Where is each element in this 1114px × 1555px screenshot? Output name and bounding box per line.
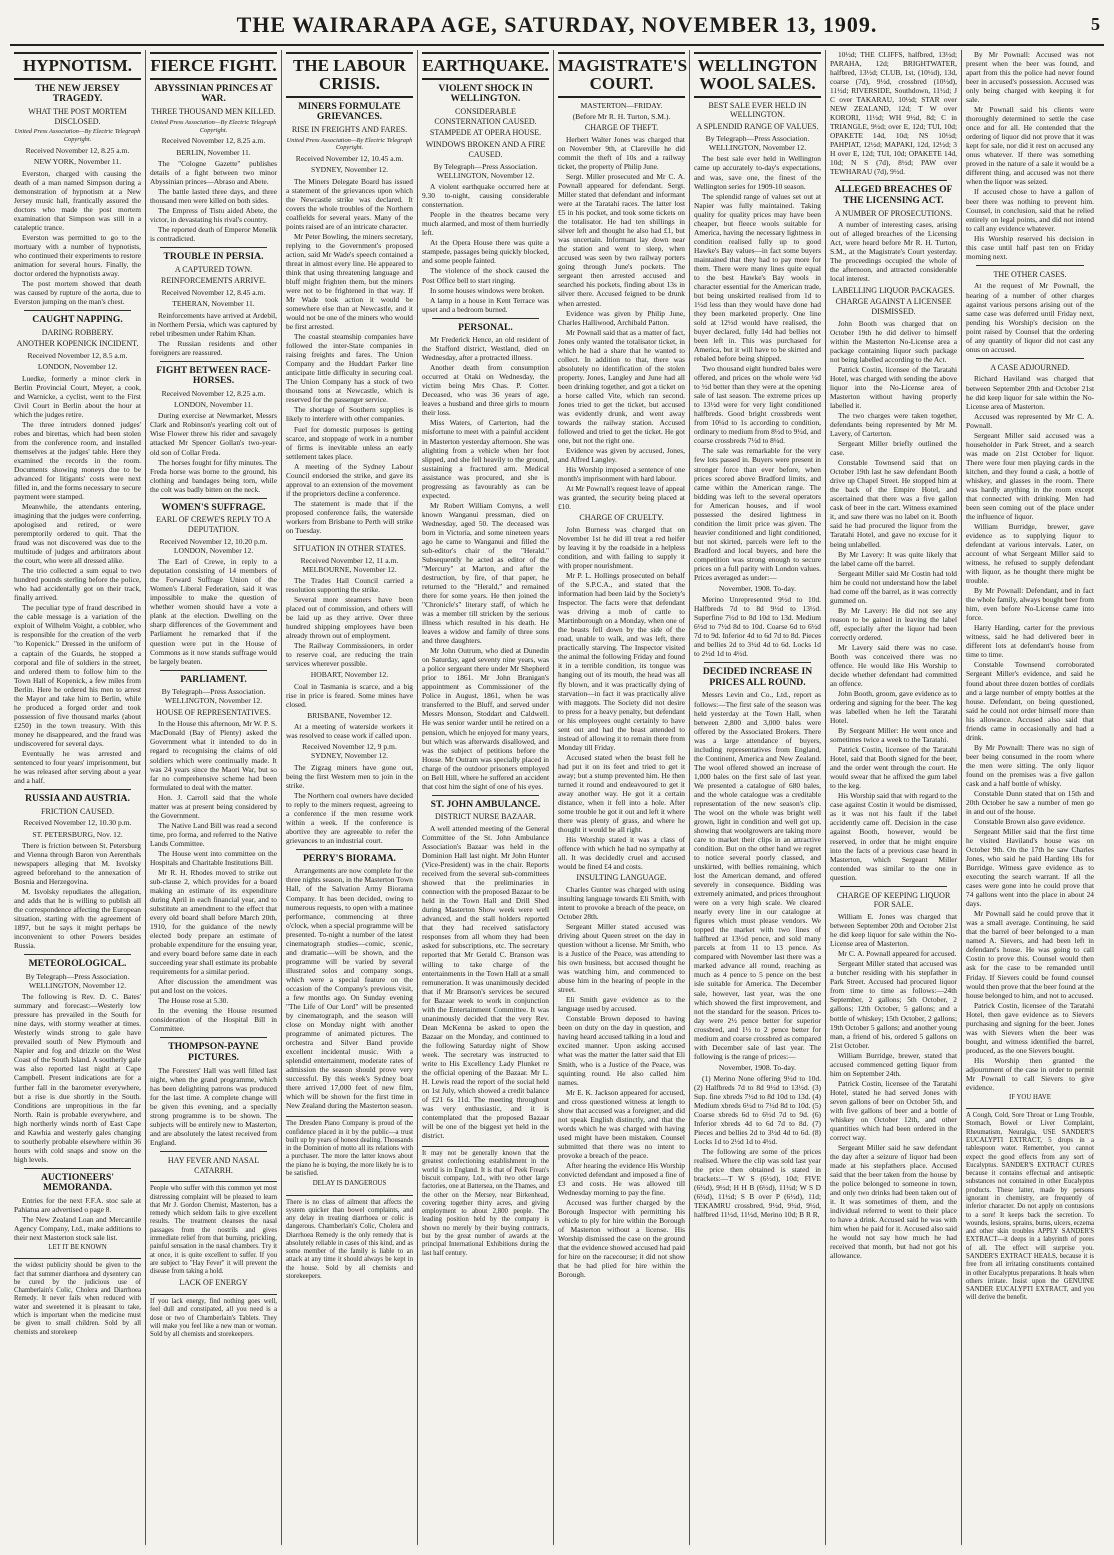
article-paragraph: Sergeant Miller stated that accused was a butcher residing with his stepfather in Park Street. Accused had procured liquor from time to time as follows:—24th September, 2 gallons; 5th October, 2 gallons; 12th October, 5 gallons; and a bottle of whiskey; 15th October, 2 gallons; 19th October 5 gallons; and another young man, a friend of his, ordered 5 gallons on 21st October. <box>830 959 957 1050</box>
article-paragraph: Mr R. H. Rhodes moved to strike out sub-clause 2, which provides for a board making an estimate of its expenditure during April in each financial year, and to substitute an amendment to the effect that every old board shall before March 20th, 1910, for the guidance of the newly elected body prepare an estimate of probable expenditure for the ensuing year, and every board before same date in each succeeding year shall estimate its probable requirements for a similar period. <box>150 867 277 977</box>
subheading-small: CHARGE OF KEEPING LIQUOR FOR SALE. <box>836 890 951 910</box>
headline: FIERCE FIGHT. <box>150 52 277 80</box>
subheading-small: CHARGE OF THEFT. <box>584 123 659 133</box>
separator-rule <box>296 539 403 540</box>
dateline: By Telegraph—Press Association. WELLINGTON, November 12. <box>433 161 538 180</box>
article-paragraph: After discussion the amendment was put and lost on the voices. <box>150 977 277 996</box>
article-paragraph: Evidence was given by Philip June, Charles Halliwood, Archibald Patton. <box>558 308 685 327</box>
article-paragraph: The "Cologne Gazette" publishes details of a fight between two minor Abyssinian princes—Abraso and Abete. <box>150 158 277 186</box>
advertisement-text: the widest publicity should be given to the fact that summer diarrhoea and dysentery can be cured by the judicious use of Chamberlain's Colic, Cholera and Diarrhoea Remedy. It never fails when reduced with water and sweetened it is pleasant to take, which is important when the medicine must be given to small children. Sold by all chemists and storekeep <box>14 1258 141 1337</box>
dateline: Received November 12, 8.25 a.m. <box>25 146 130 156</box>
column-2 <box>146 50 282 1545</box>
dateline: Received November 12, 8.45 a.m. <box>161 288 266 298</box>
article-paragraph: Miss Waters, of Carterton, had the misfortune to meet with a painful accident in Masterton yesterday afternoon. She was alighting from a vehicle when her foot slipped, and she fell heavily to the ground, sustaining a fractured arm. Medical assistance was procured, and she is progressing as favourably as can be expected. <box>422 418 549 500</box>
advertisement-title: DELAY IS DANGEROUS <box>312 1180 387 1188</box>
subheading: CAUGHT NAPPING. <box>32 314 123 326</box>
article-paragraph: Sergeant Miller said accused was a householder in Park Street, and a search was made on 21st October for liquor. There were four men playing cards in the kitchen, and they found a cask, a bottle of whiskey, and glasses in the room. There was hardly anything in the room except that connected with drinking. Men had been seen coming out of the place under the influence of liquor. <box>966 430 1094 521</box>
advertisement-text: A Cough, Cold, Sore Throat or Lung Trouble, Stomach, Bowel or Liver Complaint, Rheumatism, Neuralgia, USE SANDER'S EUCALYPTI EXTRACT, 5 drops in a tablespoon water. Remember, you cannot expect the good effects from any sort of Eucalyptus. SANDER'S EXTRACT CURES because it contains effectual and antiseptic substances not contained in other Eucalyptus products. These latter, made by persons ignorant in chemistry, are frequently of inferior character. Do not apply on contusions to a sore! It keeps back the secretion. To wounds, lesions, sprains, burns, ulcers, eczema and other skin troubles APPLY SANDER'S EXTRACT—it deeps in a labyrinth of pores of all. The effect will surprise you. SANDER'S EXTRACT HEALS, because it is free from all irritating constituents contained in other Eucalyptus preparations. It heals when others irritate. Insist upon the GENUINE SANDER EUCALYPTI EXTRACT, and you will derive the benefit. <box>966 1108 1094 1302</box>
dateline: November, 1908. To-day. <box>718 583 797 593</box>
dateline: HOBART, November 12. <box>310 670 389 680</box>
article-paragraph: The peculiar type of fraud described in the cable message is a variation of the exploit of Wilhelm Voight, a cobbler, who is responsible for the creation of the verb "to Kopenick." Dressed in the uniform of a captain of the Guards, he stopped a corporal and file of soldiers in the street, and ordered them to follow him to the Town Hall of Kopenick, a few miles from Berlin. Here he ordered his men to arrest the Mayor and take him to Berlin, while he produced a forged order and took possession of five thousand marks (about £250) in the town treasury. With this money he disappeared, and the fraud was undiscovered for several days. <box>14 603 141 748</box>
subheading-small: WINDOWS BROKEN AND A FIRE CAUSED. <box>425 140 546 159</box>
article-paragraph: The Native Land Bill was read a second time, pro forma, and referred to the Native Lands Committee. <box>150 820 277 848</box>
subheading: PARLIAMENT. <box>180 673 247 685</box>
subheading-small: EARL OF CREWE'S REPLY TO A DEPUTATION. <box>156 515 271 534</box>
article-paragraph: If accused chose to have a gallon of beer there was nothing to prevent him. Counsel, in conclusion, said that he relied entirely on legal points, and did not intend to call any evidence whatever. <box>966 187 1094 233</box>
subheading-small: FRICTION CAUSED. <box>41 806 114 816</box>
subheading-small: DARING ROBBERY. <box>41 327 114 337</box>
article-paragraph: Constable Dunn stated that on 15th and 20th October he saw a number of men go in and out of the house. <box>966 788 1094 816</box>
article-paragraph: Richard Haviland was charged that between September 20th and October 21st he did keep liquor for sale within the No-License area of Masterton. <box>966 374 1094 411</box>
article-paragraph: John Booth was charged that on October 19th he did deliver to himself within the Masterton No-License area a package containing liquor such package not being labelled according to the Act. <box>830 318 957 364</box>
newspaper-columns <box>10 50 1104 1545</box>
article-paragraph: Mr Pownall said he could prove that it was a small average. Continuing, he said that the barrel of beer belonged to a man named A. Sievers, and had been left in defendant's house. He was going to call Costin to prove this. Counsel would then ask for the case to be remanded until Friday. If Sievers could be found counsel would then prove that the beer found at the house belonged to him, and not to accused. <box>966 909 1094 1000</box>
article-paragraph: The two charges were taken together, defendants being represented by Mr M. Lavery, of Carterton. <box>830 411 957 439</box>
subheading-small: LABELLING LIQUOR PACKAGES. <box>832 285 955 295</box>
article-paragraph: The following are some of the prices realised. Where the clip was sold last year the price then obtained is stated in brackets:—T W S (6½d), 10d; FIVE (6½d), 9½d; H H B (6½d), 11½d; W S D (6½d), 11½d; S B over P (6½d), 11d; TEKAMRU crossbred, 9½d, 9½d, 9½d, halfbred 11½d, 11½d, Merino 10d; B R R, <box>694 1147 821 1220</box>
separator-rule <box>160 361 267 362</box>
subheading: PERRY'S BIORAMA. <box>303 852 396 864</box>
separator-rule <box>160 247 267 248</box>
dateline: Received November 12, 11 a.m. MELBOURNE, November 12. <box>300 555 399 574</box>
article-paragraph: At the request of Mr Pownall, the hearing of a number of other charges against various persons arising out of the same case was deferred until Friday next, pending his Worship's decision on the point raised by Counsel that the ordering of any quantity of liquor did not cast any onus on accused. <box>966 281 1094 354</box>
advertisement-title: IF YOU HAVE <box>1009 1093 1051 1101</box>
dateline: NEW YORK, November 11. <box>33 157 122 167</box>
dateline: By Telegraph—Press Association. WELLINGTON, November 12. <box>705 133 810 153</box>
subheading-small: CONSIDERABLE CONSTERNATION CAUSED. <box>434 106 537 126</box>
article-paragraph: 10½d; THE CLIFFS, halfbred, 13½d; PARAHA, 12d; BRIGHTWATER, halfbred, 13½d; CLUB, 1st, (10½d), 13d, coarse (7d), 9½d, crossbred (10½d), 11½d; RIVERSIDE, Southdown, 11½d; J C over TAKARAU, 10½d; STAR over NEW ZEALAND, 12d; T W over KORORI, 11½d; WH 9½d, 8d; C in TRIANGLE, 9½d; over E, 12d; TUI, 10d; OPAKETE 14d, 10d; NS 10½d; PAHPIAT, 12½d; MAPAKI, 12d, 12½d; 3 H over E, 12d; TUI, 10d; OPAKETE 14d, 10d; N S (7d), 8½d; PAW over TEWHARAU (7d), 9½d. <box>830 50 957 177</box>
article-paragraph: In some houses windows were broken. <box>430 285 545 295</box>
article-paragraph: Arrangements are now complete for the three nights season, in the Masterton Town Hall, of the Salvation Army Biorama Company. It has been decided, owing to numerous requests, to open with a matinee performance, commencing at three o'clock, when a special programme will be presented. To-night a number of the latest cinematograph studies—comic, scenic, and dramatic—will be shown, and the programme will be varied by several illustrated solos and company songs, which were a special feature on the occasion of the Company's previous visit, a few months ago. On Sunday evening "The Life of Our Lord" will be presented by cinematograph, and the season will close on Monday night with another programme of animated pictures. The orchestra and Silver Band provide excellent incidental music. With a splendid entertainment, moderate rates of admission the season should prove very successful. By this week's Sydney boat there arrived 17,000 feet of new film, which will be shown for the first time in New Zealand during the Masterton season. <box>286 866 413 1111</box>
article-paragraph: Constable Townsend said that on October 19th last he saw defendant Booth drive up Chapel Street. He stopped him at the back of the Empire Hotel, and ascertained that there was a five gallon cask of beer in the cart. Witness examined it, and saw there was no label on it. Booth said he had procured the liquor from the Taratahi Hotel, and gave no excuse for it being unlabelled. <box>830 458 957 549</box>
advertisement-text: People who suffer with this common yet most distressing complaint will be pleased to learn that Mr J. Gordon Chemist, Masterton, has a remedy which seldom fails to give excellent results. The treatment cleanses the nasal passages from the nostrils and gives immediate relief from that burning, prickling, painful sensation in the nasal chambers. Try it at once, it is quite excellent to suffer. If you are subject to "Hay Fever" it will prevent the disease from taking a hold. <box>150 1181 277 1276</box>
article-paragraph: Constable Brown also gave evidence. <box>974 816 1086 826</box>
article-paragraph: At Mr Pownall's request leave of appeal was granted, the security being placed at £10. <box>558 484 685 512</box>
article-paragraph: The Russian residents and other foreigners are reassured. <box>150 338 277 357</box>
article-paragraph: The violence of the shock caused the Post Office bell to start ringing. <box>422 266 549 285</box>
article-paragraph: Eli Smith gave evidence as to the language used by accused. <box>558 995 685 1014</box>
article-paragraph: Everston was permitted to go to the mortuary with a number of hypnotists, who continued their experiments to restore animation for several hours. Finally, the doctor ordered the hypnotists away. <box>14 232 141 278</box>
article-paragraph: His Worship said that with regard to the case against Costin it would be dismissed, as it was not his fault if the label accidently came off. Decision in the case against Booth, however, would be reserved, in order that he might enquire into the facts of a previous case heard in Masterton, which Sergeant Miller contended was similar to the one in question. <box>830 791 957 882</box>
article-paragraph: Mr Pownall said his clients were thoroughly determined to settle the case once and for all. He contended that the ordering of liquor did not prove that it was kept for sale, nor did it rest on accused any onus whatever. If there was something proved in the nature of a sale it would be a different thing, and accused was not there when the liquor was seized. <box>966 105 1094 187</box>
article-paragraph: The statement is made that if the proposed conference fails, the waterside workers from Brisbane to Perth will strike on Tuesday. <box>286 498 413 535</box>
dateline: Received November 12, 8.25 a.m. <box>161 388 266 398</box>
headline: EARTHQUAKE. <box>422 52 549 80</box>
column-4 <box>418 50 554 1545</box>
article-paragraph: The battle lasted three days, and three thousand men were killed on both sides. <box>150 186 277 205</box>
separator-rule <box>840 886 947 887</box>
article-paragraph: Accused was represented by Mr C. A. Pownall. <box>966 411 1094 430</box>
article-paragraph: Mr C. A. Pownall appeared for accused. <box>838 949 957 959</box>
article-paragraph: A violent earthquake occurred here at 9.30 to-night, causing considerable consternation. <box>422 182 549 210</box>
separator-rule <box>160 1151 267 1152</box>
article-paragraph: The splendid range of values set out at Napier was fully maintained. Taking quality for quality prices may have been cheaper, but fleece wools suitable for America, having the necessary lightness in condition realised fully up to good Hawke's Bay values—in fact some buyers maintained that they had to pay more for them. There were many lines quite equal to the best Hawke's Bay wools in character essential for the American trade, but being unskirted realised from 1d to 1½d less than they would have done had they been marketed properly. One line sold at 12½d would have realised, the buyer declared, fully 14d had bellies not been left in. This was purchased for America, but it will have to be skirted and rebaled before being shipped. <box>694 191 821 364</box>
article-paragraph: Meanwhile, the attendants entering, imagining that the judges were conferring, apologised and retired, or were peremptorily ordered to quit. That the fraud was not discovered was due to the multitude of judges and arbitrators about the court, who were all dressed alike. <box>14 502 141 566</box>
subheading-small: A CAPTURED TOWN. <box>174 264 253 274</box>
article-paragraph: In the House this afternoon, Mr W. P. S. MacDonald (Bay of Plenty) asked the Government what it intended to do in regard to recognising the claims of old soldiers which were continually made. It was 24 years since the Maori War, but so far no comprehensive scheme had been formulated to deal with the matter. <box>150 719 277 792</box>
dateline: ST. PETERSBURG, Nov. 12. <box>32 829 123 839</box>
subheading-small: THREE THOUSAND MEN KILLED. <box>151 106 276 116</box>
subheading: DECIDED INCREASE IN PRICES ALL ROUND. <box>702 666 813 688</box>
advertisement-text: The Dresden Piano Company is proud of the confidence placed in it by the public—a trust built up by years of honest dealing. Thousands in the Dominion of motto all its relations with a purchaser. The more the latter knows about the piano he is buying, the more likely he is to be satisfied. <box>286 1116 413 1178</box>
subheading-small: WHAT THE POST MORTEM DISCLOSED. <box>28 106 127 126</box>
subheading: VIOLENT SHOCK IN WELLINGTON. <box>438 82 533 105</box>
article-paragraph: The Miners Delegate Board has issued a statement of the grievances upon which the Newcastle strike was declared. It covers the whole troubles of the Northern coalfields for several years. Many of the points raised are of an intricate character. <box>286 176 413 231</box>
headline: WELLINGTON WOOL SALES. <box>694 52 821 98</box>
article-paragraph: Accused was further charged by the Borough Inspector with permitting his vehicle to ply for hire within the Borough of Masterton without a license. His Worship dismissed the case on the ground that the evidence showed accused had paid for hire on the racecourse; it did not show that he had plied for hire within the Borough. <box>558 1197 685 1280</box>
dateline: BERLIN, November 11. <box>176 147 251 157</box>
newspaper-title: THE WAIRARAPA AGE, SATURDAY, NOVEMBER 13, 1909. <box>236 12 878 37</box>
dateline: By Telegraph—Press Association. WELLINGTON, November 12. <box>25 971 130 990</box>
subheading-small: THE OTHER CASES. <box>993 269 1067 279</box>
article-paragraph: Mr Peter Bowling, the miners secretary, replying to the Government's proposed action, said Mr Wade's speech contained a threat in almost every line. He appeared to think that using threatening language and bluff might frighten them, but the miners were not to be frightened in that way. If Mr Wade took action it would be somewhere else than at Newcastle, and it would not be one of the miners who would be first arrested. <box>286 231 413 332</box>
article-paragraph: Constable Townsend corroborated Sergeant Miller's evidence, and said he found about three dozen bottles of cordials and a large number of empty bottles at the house. Defendant, on being questioned, said he could not order himself more than his allowance. Accused also said that friends came in occasionally and had a drink. <box>966 660 1094 742</box>
article-paragraph: William E. Jones was charged that between September 20th and October 21st he did keep liquor for sale within the No-License area of Masterton. <box>830 912 957 949</box>
column-8 <box>962 50 1098 1545</box>
article-paragraph: At a meeting of waterside workers it was resolved to cease work if called upon. <box>286 722 413 741</box>
article-paragraph: By Mr Lavery: It was quite likely that the label came off the barrel. <box>830 549 957 568</box>
dateline: Received November 12, 8.5 a.m. <box>27 351 128 361</box>
subheading: FIGHT BETWEEN RACE-HORSES. <box>156 364 271 387</box>
article-paragraph: By Mr Pownall: Defendant, and in fact the whole family, always bought beer from him, even before No-License came into force. <box>966 586 1094 623</box>
article-paragraph: The Trades Hall Council carried a resolution supporting the strike. <box>286 576 413 595</box>
column-1 <box>10 50 146 1545</box>
subheading-small: A SPLENDID RANGE OF VALUES. <box>696 122 819 132</box>
article-paragraph: Two thousand eight hundred bales were offered, and prices on the whole were ¼d to ½d better than they were at the opening sale of last season. The extreme prices up to 13½d were for very light conditioned halfbreds. Good bright crossbreds went from 10¼d to 1s according to condition, ordinary to medium from 8½d to 9½d, and coarse crossbreds 7½d to 8¼d. <box>694 364 821 446</box>
subheading: RUSSIA AND AUSTRIA. <box>25 792 130 804</box>
dateline: Received November 12, 8.25 a.m. <box>161 136 266 146</box>
subheading-small: CHARGE AGAINST A LICENSEE DISMISSED. <box>835 297 952 316</box>
article-paragraph: Sergt. Miller prosecuted and Mr C. A. Pownall appeared for defendant. Sergt. Miller stated that defendant and informant were at the Taratahi races. The latter lost £5 in his pocket, and took some tickets on the totalisator. He had ten shillings in silver left and thought he also had £1, but was uncertain. Informant lay down near the station and went to sleep, when accused was seen by two railway porters going through June's pockets. The sergeant then arrested accused and searched his pockets, finding about 13s in silver there. Accused feigned to be drunk when arrested. <box>558 172 685 308</box>
article-paragraph: Patrick Costin, licensee of the Taratahi Hotel, said that Booth signed for the beer, and the order went through the court. He would swear that he affixed the gum label to the keg. <box>830 745 957 791</box>
credit-line: United Press Association—By Electric Telegraph Copyright. <box>286 136 413 152</box>
separator-rule <box>160 1037 267 1038</box>
subheading-small: A CASE ADJOURNED. <box>990 362 1070 372</box>
article-paragraph: During exercise at Newmarket, Messrs Clark and Robinson's yearling colt out of Wise Flower threw his rider and savagely attacked Mr Spencer Gollan's two-year-old son of Collar Freda. <box>150 411 277 457</box>
advertisement-text: It may not be generally known that the greatest confectioning establishment in the world is in England. It is that of Peek Frean's biscuit company, Ltd., with two other large factories, one at Battersea, on the Thames, and the other on the Mersey, near Birkenhead, covering together thirty acres, and giving employment to about 2,800 people. The leading position held by the company is shown no merely by their buying contracts, but by the great number of awards at the principal International Exhibitions during the last half century. <box>422 1146 549 1258</box>
subheading: ALLEGED BREACHES OF THE LICENSING ACT. <box>834 184 953 206</box>
column-7 <box>826 50 962 1545</box>
article-paragraph: Mr E. K. Jackson appeared for accused, and cross questioned witness at length to show that accused was a foreigner, and did not speak English distinctly, and that the words which he was charged with having used might have been mistaken. Counsel submitted that there was no intent to provoke a breach of the peace. <box>558 1087 685 1160</box>
article-paragraph: Another death from consumption occurred at Otaki on Wednesday, the victim being Mrs Chas. P. Cotter. Deceased, who was 36 years of age, leaves a husband and three girls to mourn their loss. <box>422 363 549 418</box>
article-paragraph: Charles Gunter was charged with using insulting language towards Eli Smith, with intent to provoke a breach of the peace, on October 28th. <box>558 884 685 921</box>
article-paragraph: The coastal steamship companies have followed the inter-State companies in raising freights and fares. The Union Company and the Huddart Parker line anticipate little difficulty in securing coal. The Union Company has a stock of two thousand tons at Newcastle, which is reserved for the passenger service. <box>286 332 413 405</box>
article-paragraph: The House rose at 5.30. <box>158 996 229 1006</box>
page-number: 5 <box>1091 14 1100 34</box>
advertisement-text: If you lack energy, find nothing goes well, feel dull and constipated, all you need is a dose or two of Chamberlain's Tablets. They will make you feel like a new man or woman. Sold by all chemists and storekeepers. <box>150 1294 277 1339</box>
article-paragraph: Harry Harding, carter for the previous witness, said he had delivered beer in different lots at defendant's house from time to time. <box>966 623 1094 660</box>
subheading-small: HOUSE OF REPRESENTATIVES. <box>156 707 271 717</box>
column-5 <box>554 50 690 1545</box>
separator-rule <box>296 849 403 850</box>
article-paragraph: A meeting of the Sydney Labour Council endorsed the strike, and gave its approval to an extension of the movement if the proprietors decline a conference. <box>286 461 413 498</box>
subheading: PERSONAL. <box>458 321 513 333</box>
separator-rule <box>24 310 131 311</box>
article-paragraph: John Burness was charged that on November 1st he did ill treat a red heifer by leaving it by the roadside in a helpless condition, and with failing to supply it with proper nourishment. <box>558 524 685 571</box>
article-paragraph: M. Isvolsky repudiates the allegation, and adds that he is willing to publish all the correspondence affecting the European situation, starting with the agreement of 1897, but he says it might perhaps be inconvenient to other Powers besides Russia. <box>14 886 141 951</box>
article-paragraph: Mr Frederick Hence, an old resident of the Stafford district, Westland, died on Wednesday, after a protracted illness. <box>422 335 549 363</box>
dateline: BRISBANE, November 12. <box>307 710 392 720</box>
article-paragraph: By Mr Pownall: Accused was not present when the beer was found, and apart from this the police had never found beer in accused's possession. Accused was only being charged with keeping it for sale. <box>966 50 1094 105</box>
credit-line: United Press Association—By Electric Telegraph Copyright. <box>150 118 277 134</box>
separator-rule <box>432 795 539 796</box>
column-3 <box>282 50 418 1545</box>
article-paragraph: Constable Brown deposed to having been on duty on the day in question, and having heard accused talking in a loud and excited manner. Upon asking accused what was the matter the latter said that Eli Smith, who is a Justice of the Peace, was squinting round. He also called him names. <box>558 1014 685 1087</box>
dateline: MASTERTON—FRIDAY. <box>580 100 663 110</box>
subheading-small: RISE IN FREIGHTS AND FARES. <box>291 124 408 134</box>
article-paragraph: At the Opera House there was quite a stampede, passages being quickly blocked, and some people fainted. <box>422 238 549 266</box>
article-paragraph: Messrs Levin and Co., Ltd., report as follows:—The first sale of the season was held yesterday at the Town Hall, when between 2,800 and 3,000 bales were offered by the Associated Brokers. There was a large attendance of buyers, including representatives from England, the Continent, America and New Zealand. The wool offered showed an increase of 1,000 bales on the first sale of last year. We presented a catalogue of 680 bales, and the whole catalogue was a creditable representation of the new season's clip. The wool on the whole was bright well grown, light in condition and well got up, showing that woolgrowers are taking more care to market their clips in an attractive condition. But on the other hand we regret to notice several poorly classed, and unskirted, with bellies remaining, which lost the American demand, and offered severely in consequence. Bidding was extremely animated, and prices throughout were on a very high scale. We cleared nearly every line in our catalogue at figures which must please vendors. We topped the market with two lines of halfbred at 13½d pence, and sold many parcels at from 11 to 13 pence. As compared with November last there was a marked advance all round, reaching as much as 4 pence to 5 pence on the best isle suitable for America. The December sale, however, last year, was the one which showed the first improvement, and not the standard for the season. Prices to-day were 2½ pence better for superior crossbred, and 1½ to 2 pence better for medium and coarse crossbred as compared with December sale of last year. The following is the range of prices:— <box>694 690 821 1061</box>
separator-rule <box>976 358 1084 359</box>
article-paragraph: Eventually he was arrested and sentenced to four years' imprisonment, but he was released after serving about a year and a half. <box>14 748 141 785</box>
article-paragraph: Patrick Costin, licensee of the Taratahi Hotel, stated he had served Jones with seven gallons of beer on October 5th, and with five gallons of beer and a bottle of whiskey on October 12th, and other quantities which had been ordered in the correct way. <box>830 1078 957 1142</box>
dateline: (Before Mr R. H. Turton, S.M.). <box>572 111 671 121</box>
article-paragraph: The Zigzag miners have gone out, being the first Western men to join in the strike. <box>286 762 413 790</box>
subheading: TROUBLE IN PERSIA. <box>163 251 264 263</box>
subheading: METEOROLOGICAL. <box>28 958 127 970</box>
dateline: Received November 12, 9 p.m. SYDNEY, November 12. <box>302 742 397 761</box>
dateline: By Telegraph—Press Association. WELLINGTON, November 12. <box>161 687 266 706</box>
article-paragraph: Everston, charged with causing the death of a man named Simpson during a demonstration of hypnotism at a New Jersey music hall, frantically assured the doctors who made the post mortem examination that Simpson was still in a cataleptic trance. <box>14 168 141 232</box>
article-paragraph: The reported death of Emperor Menelik is contradicted. <box>150 225 277 244</box>
article-paragraph: Mr Robert William Comyns, a well known Wanganui pressman, died on Wednesday, aged 50. The deceased was born in Victoria, and some nineteen years ago he came to Wanganui and filled the sub-editor's chair of the "Herald." Subsequently he acted as editor of the "Mercury" at Marton, and after the destruction, by fire, of that paper, he returned to the "Herald," and remained there for some years. He then joined the "Chronicle's" literary staff, of which he was a member till stricken by the serious illness which resulted in his death. He leaves a widow and family of three sons and three daughters. <box>422 500 549 646</box>
separator-rule <box>976 265 1084 266</box>
article-paragraph: Mr Lavery said there was no case. Booth was conceived there was no offence. He would like His Worship to decide whether defendant had committed an offence. <box>830 642 957 688</box>
masthead <box>10 10 1104 46</box>
article-paragraph: Accused stated when the beast fell he had put it on its feet and tried to get it away; but a stump prevented him. He then turned it round and endeavoured to get it away another way. He got it a certain distance, when it fell into a hole. After some trouble he got it out and left it where there was plenty of grass, and where he thought it would be all right. <box>558 752 685 834</box>
advertisement-title: LET IT BE KNOWN <box>48 1244 107 1252</box>
article-paragraph: The Earl of Crewe, in reply to a deputation consisting of 14 members of the Forward Suffrage Union of the Women's Liberal Federation, said it was impossible to make the question of whether women should have a vote a plank at the election. Dwelling on the sharp differences of the Government and Parliament he remarked that if the question were put in the House of Commons as it now stands suffrage would be largely beaten. <box>150 557 277 666</box>
subheading: MINERS FORMULATE GRIEVANCES. <box>298 100 401 123</box>
article-paragraph: There is friction between St. Petersburg and Vienna through Baron von Aerenthals newspapers alleging that M. Isvolsky agreed beforehand to the annexation of Bosnia and Herzegovina. <box>14 840 141 886</box>
article-paragraph: His Worship then granted the adjournment of the case in order to permit Mr Pownall to call Sievers to give evidence. <box>966 1055 1094 1092</box>
credit-line: United Press Association—By Electric Telegraph Copyright. <box>14 128 141 144</box>
article-paragraph: Merino Unrepresented 9½d to 10d. Halfbreds 7d to 8d 9½d to 13½d. Superfine 7½d to 8d 10d to 13d. Medium 6½d to 7½d 8d to 10d. Coarse 6d to 6½d 7d to 9d. Inferior 4d to 6d 7d to 8d. Pieces and bellies 2d to 3½d 4d to 6d. Locks 1d to 2½d 1d to 4½d. <box>694 595 821 659</box>
subheading: ST. JOHN AMBULANCE. <box>430 798 541 810</box>
article-paragraph: His Worship imposed a sentence of one month's imprisonment with hard labour. <box>558 465 685 484</box>
article-paragraph: Sergeant Miller stated accused was driving about Queen street on the day in question without a license. Mr Smith, who is a Justice of the Peace, was attending to his own business, but accused thought he was watching him, and commenced to abuse him in the hearing of people in the street. <box>558 922 685 995</box>
separator-rule <box>24 1168 131 1169</box>
subheading: THE NEW JERSEY TRAGEDY. <box>35 82 120 105</box>
article-paragraph: The trio collected a sum equal to two hundred pounds sterling before the police, who had accidentally got on their track, finally arrived. <box>14 566 141 603</box>
article-paragraph: His Worship reserved his decision in this case until half past ten on Friday morning next. <box>966 233 1094 261</box>
article-paragraph: After hearing the evidence His Worship convicted defendant and imposed a fine of £3 and costs. He was allowed till Wednesday morning to pay the fine. <box>558 1160 685 1197</box>
subheading-small: ANOTHER KOPENICK INCIDENT. <box>16 339 139 349</box>
subheading-small: STAMPEDE AT OPERA HOUSE. <box>429 128 542 138</box>
article-paragraph: Sergeant Miller briefly outlined the case. <box>830 439 957 458</box>
subheading-small: DISTRICT NURSE BAZAAR. <box>435 812 536 822</box>
article-paragraph: Luedke, formerly a minor clerk in Berlin Provincial Court, Meyer, a cook, and Warnicke, a cyclist, went to the First Civil Court in Berlin about the hour at which the judges retire. <box>14 373 141 419</box>
article-paragraph: John Booth, groom, gave evidence as to ordering and signing for the beer. The keg was labelled when he left the Taratahi Hotel. <box>830 689 957 726</box>
subheading-small: A NUMBER OF PROSECUTIONS. <box>834 208 953 218</box>
separator-rule <box>160 670 267 671</box>
advertisement-text: There is no class of ailment that affects the system quicker than bowel complaints, and any delay in treating diarrhoea or colic is dangerous. Chamberlain's Colic, Cholera and Diarrhoea Remedy is the only remedy that is absolutely reliable in cases of this kind, and as some member of the family is liable to an attack at any time it should always be kept in the house. Sold by all chemists and storekeepers. <box>286 1195 413 1282</box>
dateline: November, 1908. To-day. <box>718 1062 797 1072</box>
article-paragraph: Patrick Costin, licensee of the Taratahi Hotel, was charged with sending the above liquor into the No-License area of Masterton without having properly labelled it. <box>830 364 957 411</box>
article-paragraph: Hon. J. Carroll said that the whole matter was at present being considered by the Government. <box>150 792 277 820</box>
dateline: Received November 12, 10.45 a.m. <box>295 154 404 164</box>
separator-rule <box>704 662 811 663</box>
subheading-small: CHARGE OF CRUELTY. <box>579 513 664 523</box>
article-paragraph: Coal in Tasmania is scarce, and a big rise in price is feared. Some mines have closed. <box>286 681 413 709</box>
separator-rule <box>432 318 539 319</box>
article-paragraph: A well attended meeting of the General Committee of the St. John Ambulance Association's Bazaar was held in the Dominion Hall last night. Mr John Hunter (Vice-President) was in the chair. Reports received from the several sub-committees showed that the preliminaries in connection with the proposed Bazaar to be held in the Town Hall and Drill Shed during Masterton Show week were well advanced, and the stall holders reported that they had received satisfactory responses from all whom they had been asked for subscriptions, etc. The secretary reported that Mr Gerald C. Branson was willing to take charge of the entertainments in the Town Hall at a small remuneration. It was unanimously decided that if Mr Branson's services be secured for Bazaar week to work in conjunction with the Entertainment Committee. It was unanimously decided that the very Rev. Dean McKenna be asked to open the Bazaar on the Monday, and continued to the following Saturday night of Show week. The secretary was instructed to write to His Excellency Lady Plunket re the official opening of the Bazaar. Mr L. H. Lewis read the report of the social held on 1st July, which showed a credit balance of £21 6s 11d. The meeting throughout was very enthusiastic, and it is contemplated that the proposed Bazaar will be one of the biggest yet held in the district. <box>422 824 549 1141</box>
article-paragraph: Evidence was given by accused, Jones, and Alfred Langley. <box>558 446 685 465</box>
article-paragraph: Sergeant Miller said that the first time he visited Haviland's house was on October 9th. On the 17th he saw Charles Jones, who said he paid Harding 18s for Burridge. Witness gave evidence as to executing the search warrant. If all the cases were gone into he could prove that 74 gallons went into the place in about 24 days. <box>966 827 1094 909</box>
article-paragraph: Mr P. L. Hollings prosecuted on behalf of the S.P.C.A., and stated that the information had been laid by the Society's Inspector. The facts were that defendant was driving a mob of cattle to Martinborough on a Monday, when one of the beasts fell down by the side of the road, unable to walk, and was left, there practically starving. The Inspector visited the animal the following Friday and found it in a terrible condition, its tongue was hanging out of its mouth, the head was all fly blown, and it was practically dying of starvation—in fact it was practically alive with maggots. The Society did not desire to press for a heavy penalty, but defendant or his employees ought certainly to have sent out and had the beast attended to instead of allowing it to remain there from Monday till Friday. <box>558 571 685 752</box>
subheading: THOMPSON-PAYNE PICTURES. <box>168 1041 259 1063</box>
article-paragraph: The horses fought for fifty minutes. The Freda horse was borne to the ground, his clothing and bandages being torn, while the colt was badly bitten on the neck. <box>150 457 277 494</box>
separator-rule <box>160 498 267 499</box>
subheading-small: INSULTING LANGUAGE. <box>576 873 667 883</box>
article-paragraph: By Mr Pownall: There was no sign of beer being consumed in the room where the men were sitting. The only liquor found on the premises was a five gallon cask and a half bottle of whisky. <box>966 742 1094 788</box>
article-paragraph: William Burridge, brewer, gave evidence as to supplying liquor to defendant at various intervals. Later, on account of what Sergeant Miller said to witness, he refused to supply defendant with liquor, as he thought there might be trouble. <box>966 521 1094 586</box>
article-paragraph: Several more steamers have been placed out of commission, and others will be laid up as they arrive. Over three hundred shipping employees have been already thrown out of employment. <box>286 595 413 641</box>
article-paragraph: The post mortem showed that death was caused by rupture of the aorta, due to Everston jumping on the man's chest. <box>14 278 141 306</box>
article-paragraph: A number of interesting cases, arising out of alleged breaches of the Licensing Act, were heard before Mr R. H. Turton, S.M., at the Magistrate's Court yesterday. The proceedings occupied the whole of the afternoon, and attracted considerable local interest. <box>830 220 957 284</box>
article-paragraph: The Northern coal owners have decided to reply to the miners request, agreeing to a conference if the men resume work within a week. If the conference is abortive they are agreeable to refer the grievances to an industrial court. <box>286 790 413 845</box>
separator-rule <box>24 954 131 955</box>
article-paragraph: The House went into committee on the Hospitals and Charitable Institutions Bill. <box>150 848 277 867</box>
column-6 <box>690 50 826 1545</box>
article-paragraph: Sergeant Miller said Mr Costin had told him he could not understand how the label had come off the barrel, as it was correctly gummed on. <box>830 568 957 605</box>
article-paragraph: The Railway Commissioners, in order to reserve coal, are reducing the train services wherever possible. <box>286 641 413 669</box>
article-paragraph: The three intruders donned judges' robes and birettas, which had been stolen from the conference room, and installed themselves at the judges' table. Here they examined the records in the room. Documents showing moneys due to be advanced for litigants' costs were next filled in, and the forms necessary to secure payment were stamped. <box>14 419 141 501</box>
subheading-small: BEST SALE EVER HELD IN WELLINGTON. <box>708 100 807 120</box>
article-paragraph: (1) Merino None offering 9½d to 10d. (2) Halfbreds 7d to 8d 9½d to 13½d. (3) Sup. fine xbreds 7½d to 8d 10d to 13d. (4) Medium xbreds 6½d to 7½d 8d to 10d. (5) Coarse xbreds 6d to 6½d 7d to 9d. (6) Inferior xbreds 4d to 6d 7d to 8d. (7) Pieces and bellies 2d to 3½d 4d to 6d. (8) Locks 1d to 2½d 1d to 4½d. <box>694 1074 821 1147</box>
article-paragraph: The sale was remarkable for the very few lots passed in. Buyers were present in stronger force than ever before, when prices scored above Bradford limits, and came within the American range. The bidding was left to the several operators for American houses, and if wool possessed the desired lightness in condition the limit price was given. The heavier conditioned and light conditioned, but not skirted, parcels were left to the Bradford and local buyers, and here the competition was strong enough to secure prices on a full parity with London values. Prices averaged as under:— <box>694 446 821 582</box>
article-paragraph: Fuel for domestic purposes is getting scarce, and stoppage of work in a number of firms is inevitable unless an early settlement takes place. <box>286 424 413 461</box>
separator-rule <box>24 789 131 790</box>
subheading: ABYSSINIAN PRINCES AT WAR. <box>154 82 273 105</box>
article-paragraph: Sergeant Miller said he saw defendant the day after a seizure of liquor had been made at his stepfathers place. Accused said that the beer taken from the house by the police belonged to someone in town, and only two drinks had been taken out of it. It was sometimes of them, and the individual referred to went to their place to have a drink. Accused said he was with him when he paid for it. Accused also said he would not say how much he had received that month, but had not got his allowance. <box>830 1142 957 1261</box>
article-paragraph: William Burridge, brewer, stated that accused commenced getting liquor from him on September 24th. <box>830 1050 957 1078</box>
subheading: WOMEN'S SUFFRAGE. <box>161 501 266 513</box>
article-paragraph: A lamp in a house in Kent Terrace was upset and a bedroom burned. <box>422 295 549 314</box>
subheading-small: SITUATION IN OTHER STATES. <box>293 543 406 553</box>
dateline: SYDNEY, November 12. <box>310 165 389 175</box>
article-paragraph: By Sergeant Miller: He went once and sometimes twice a week to the Taratahi. <box>830 726 957 745</box>
article-paragraph: Reinforcements have arrived at Ardebil, in Northern Persia, which was captured by rebel tribesmen under Rahim Khan. <box>150 310 277 338</box>
subheading: AUCTIONEERS' MEMORANDA. <box>40 1171 115 1194</box>
headline: THE LABOUR CRISIS. <box>286 52 413 98</box>
article-paragraph: The New Zealand Loan and Mercantile Agency Company, Ltd., make additions to their next Masterton stock sale list. <box>14 1214 141 1243</box>
article-paragraph: In the evening the House resumed consideration of the Hospital Bill in Committee. <box>150 1006 277 1034</box>
article-paragraph: Entries for the next F.F.A. stoc sale at Pahiatua are advertised o page 8. <box>14 1195 141 1214</box>
article-paragraph: Herbert Walter Jones was charged that on November 9th, at Clareville he did commit the theft of 10s and a railway ticket, the property of Philip June. <box>558 134 685 172</box>
article-paragraph: The Empress of Tistu aided Abete, the victor, in devastating his rival's country. <box>150 205 277 224</box>
article-paragraph: The following is Rev. D. C. Bates' summary and forecast:—Westerly low pressure has prevailed in the South for nine days, with stormy weather at times. Westerly winds strong to gale have prevailed south of New Plymouth and Napier and fog and drizzle on the West Coast of the South Island. A southerly gale was also reported last night at Cape Campbell. Present indications are for a further fall in the barometer everywhere, but a rise is due shortly in the South. Conditions are unpropitious in the far North. Rain is probable everywhere, and high northerly winds north of East Cape and Kawhia and westerly gales changing to southerly probable elsewhere within 36 hours with cold snaps and snow on the high levels. <box>14 992 141 1164</box>
article-paragraph: His Worship stated it was a class of offence with which he had no sympathy at all. It was decidedly cruel and accused would be fined £4 and costs. <box>558 835 685 872</box>
dateline: TEHERAN, November 11. <box>172 299 255 309</box>
headline: MAGISTRATE'S COURT. <box>558 52 685 98</box>
headline: HYPNOTISM. <box>14 52 141 80</box>
dateline: Received November 12, 10.20 p.m. LONDON, November 12. <box>159 536 268 555</box>
subheading-small: LACK OF ENERGY <box>179 1278 248 1288</box>
separator-rule <box>840 180 947 181</box>
article-paragraph: Patrick Costin, licensee of the Taratahi Hotel, then gave evidence as to Sievers purchasing and signing for the beer. Jones was with Sievers when the beer was bought, and witness identified the barrel, produced, as the one Sievers bought. <box>966 1000 1094 1055</box>
article-paragraph: Mr John Outrum, who died at Dunedin on Saturday, aged seventy nine years, was a police sergeant there under Mr Shepherd prior to 1861. Mr John Branigan's appointment as Commissioner of the Police in August, 1861, when he was transferred to the Bluff, and served under Messrs Monson, Stoddart and Caldwell. He was senior warder until he retired on a pension, which he enjoyed for many years, but which was afterwards disallowed, and was the subject of petitions before the House. Mr Outram was specially placed in charge of the outdoor prisoners employed on Bell Hill, where he suffered an accident that cost him the sight of one of his eyes. <box>422 646 549 791</box>
dateline: LONDON, November 12. <box>37 362 118 372</box>
subheading-small: HAY FEVER AND NASAL CATARRH. <box>167 1155 260 1175</box>
article-paragraph: By Mr Lavery: He did not see any reason to be gained in leaving the label off, especially after the liquor had been correctly ordered. <box>830 605 957 642</box>
dateline: Received November 12, 10.30 p.m. <box>23 818 132 828</box>
article-paragraph: The shortage of Southern supplies is likely to interfere with other companies. <box>286 405 413 424</box>
subheading-small: REINFORCEMENTS ARRIVE. <box>161 276 266 286</box>
dateline: LONDON, November 11. <box>173 400 253 410</box>
article-paragraph: The Foresters' Hall was well filled last night, when the grand programme, which has been delighting patrons was produced for the last time. A complete change will be given this evening, and a specially strong programme is to be shown. The subjects will be entirely new to Masterton, and are absolutely the latest received from England. <box>150 1065 277 1147</box>
article-paragraph: Mr Pownall said that as a matter of fact, Jones only wanted the totalisator ticket, in which he had a share that he wanted to collect. In addition to that, there was absolutely no identification of the stolen property. Jones, Langley and June had all been drinking together, and got a ticket on a horse called Vite, which ran second. Jones tried to get the ticket, but accused was evidently drunk, and went away towards the railway station. Accused followed and tried to get the ticket. He got one, but not the right one. <box>558 327 685 445</box>
article-paragraph: The best sale ever held in Wellington came up accurately to-day's expectations, and was, save one, the finest of the Wellington series for 1909-10 season. <box>694 154 821 191</box>
article-paragraph: People in the theatres became very much alarmed, and most of them hurriedly left. <box>422 210 549 238</box>
